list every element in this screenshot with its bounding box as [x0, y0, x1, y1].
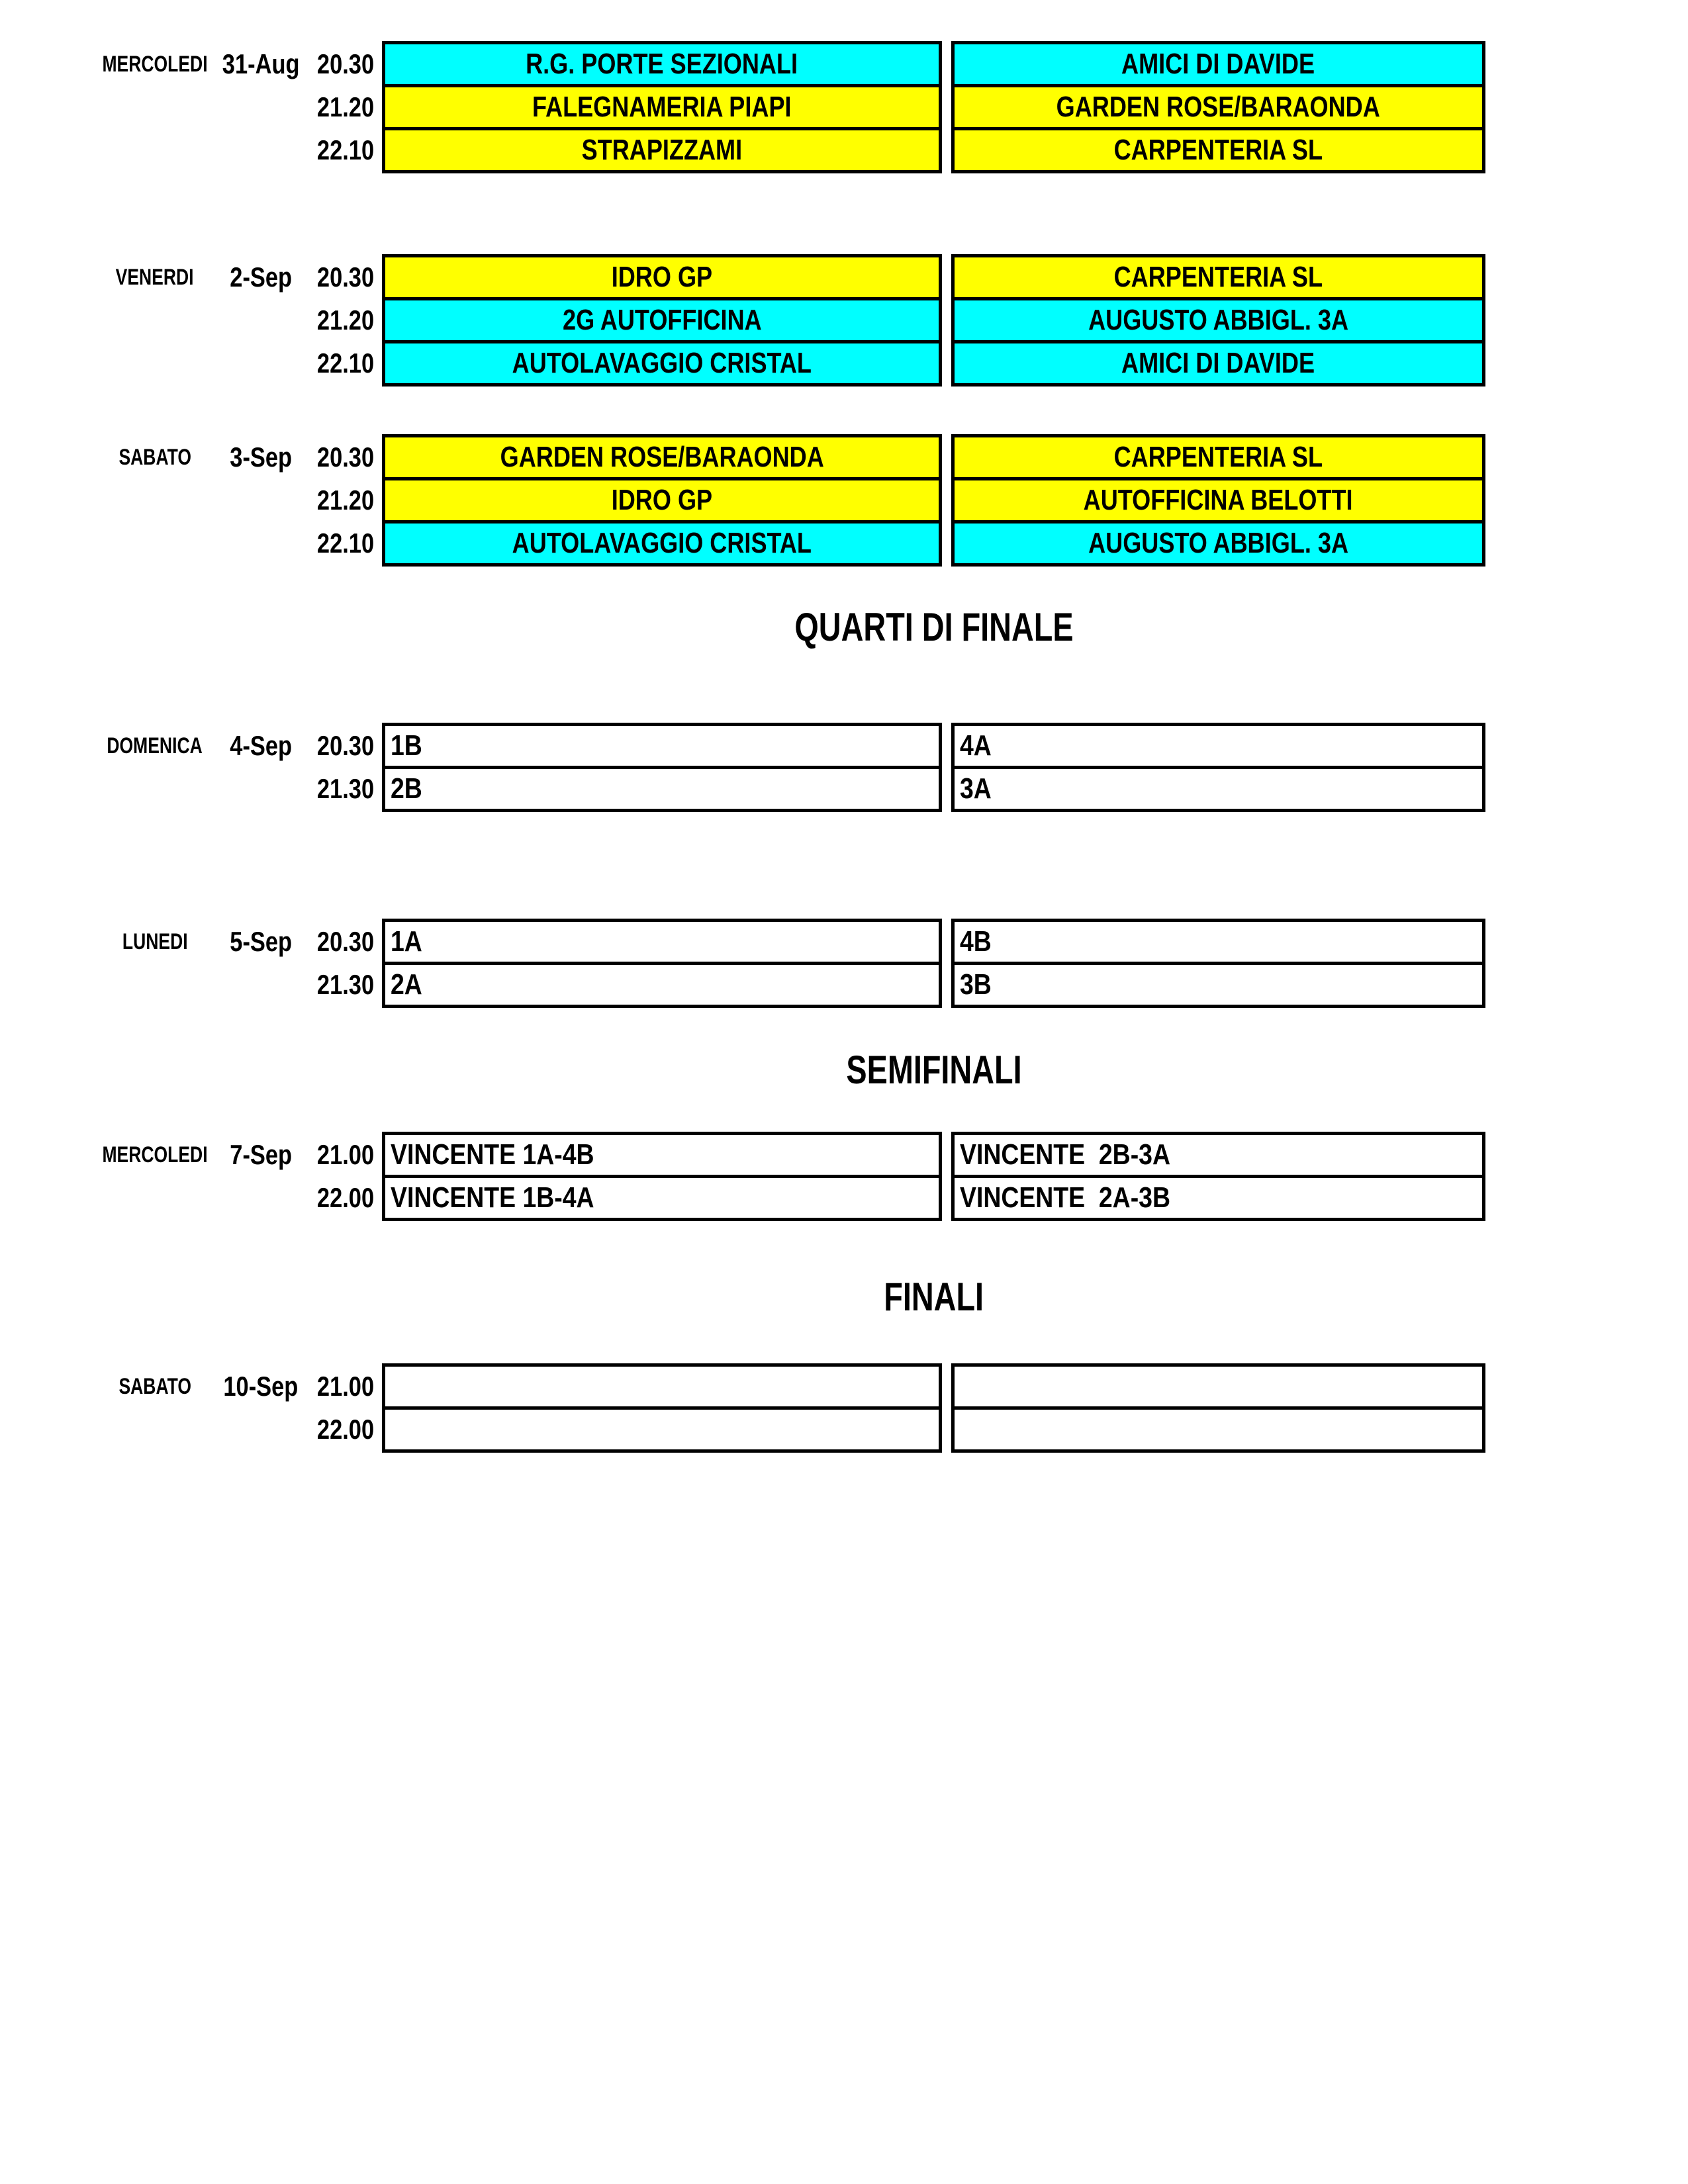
match-cell-away: 4B — [951, 919, 1485, 965]
date-label: 4-Sep — [230, 730, 292, 761]
match-row — [0, 962, 1688, 1008]
match-row — [0, 41, 1688, 87]
match-cell-home: FALEGNAMERIA PIAPI — [382, 84, 942, 130]
match-row — [0, 340, 1688, 387]
match-row — [0, 1363, 1688, 1410]
match-cell-away: CARPENTERIA SL — [951, 254, 1485, 300]
day-label: LUNEDI — [122, 929, 188, 954]
match-cell-home: IDRO GP — [382, 254, 942, 300]
match-row — [0, 723, 1688, 769]
date-label: 7-Sep — [230, 1139, 292, 1170]
heading-semifinals: SEMIFINALI — [845, 1047, 1022, 1092]
time-label: 20.30 — [316, 730, 374, 761]
time-label: 22.00 — [316, 1182, 374, 1213]
match-cell-away: 3B — [951, 962, 1485, 1008]
match-row — [0, 477, 1688, 523]
section-semifinals-7sep — [0, 1132, 1688, 1221]
match-cell-home: R.G. PORTE SEZIONALI — [382, 41, 942, 87]
time-label: 21.00 — [316, 1139, 374, 1170]
match-cell-away: AMICI DI DAVIDE — [951, 340, 1485, 387]
section-matchday-3sep — [0, 434, 1688, 567]
time-label: 21.00 — [316, 1371, 374, 1402]
date-label: 3-Sep — [230, 441, 292, 473]
match-cell-away: VINCENTE 2A-3B — [951, 1175, 1485, 1221]
time-label: 21.20 — [316, 484, 374, 516]
match-cell-home: AUTOLAVAGGIO CRISTAL — [382, 340, 942, 387]
match-cell-away — [951, 1363, 1485, 1410]
section-matchday-2sep — [0, 254, 1688, 387]
match-cell-away: 3A — [951, 766, 1485, 812]
time-label: 21.30 — [316, 969, 374, 1000]
time-label: 22.10 — [316, 347, 374, 379]
time-label: 22.00 — [316, 1414, 374, 1445]
heading-finals: FINALI — [884, 1274, 984, 1319]
match-row — [0, 919, 1688, 965]
match-cell-away: AUTOFFICINA BELOTTI — [951, 477, 1485, 523]
day-label: SABATO — [118, 444, 191, 470]
time-label: 20.30 — [316, 261, 374, 293]
match-row — [0, 520, 1688, 567]
match-cell-away: GARDEN ROSE/BARAONDA — [951, 84, 1485, 130]
match-cell-home: 2B — [382, 766, 942, 812]
section-matchday-31aug — [0, 41, 1688, 173]
match-cell-home: STRAPIZZAMI — [382, 127, 942, 173]
match-row — [0, 1132, 1688, 1178]
match-cell-home: VINCENTE 1A-4B — [382, 1132, 942, 1178]
match-cell-home: VINCENTE 1B-4A — [382, 1175, 942, 1221]
day-label: MERCOLEDI — [102, 1142, 208, 1167]
time-label: 21.20 — [316, 304, 374, 336]
match-cell-away: 4A — [951, 723, 1485, 769]
match-row — [0, 254, 1688, 300]
match-cell-away: AMICI DI DAVIDE — [951, 41, 1485, 87]
day-label: VENERDI — [116, 264, 194, 290]
match-row — [0, 434, 1688, 480]
match-cell-home: 2G AUTOFFICINA — [382, 297, 942, 343]
match-cell-home: GARDEN ROSE/BARAONDA — [382, 434, 942, 480]
match-cell-away: AUGUSTO ABBIGL. 3A — [951, 297, 1485, 343]
time-label: 20.30 — [316, 48, 374, 79]
date-label: 2-Sep — [230, 261, 292, 293]
match-row — [0, 1175, 1688, 1221]
match-cell-home — [382, 1363, 942, 1410]
section-quarterfinals-5sep — [0, 919, 1688, 1008]
match-row — [0, 766, 1688, 812]
match-row — [0, 127, 1688, 173]
section-quarterfinals-4sep — [0, 723, 1688, 812]
day-label: DOMENICA — [107, 733, 203, 758]
match-cell-away — [951, 1406, 1485, 1453]
match-row — [0, 84, 1688, 130]
section-finals-10sep — [0, 1363, 1688, 1453]
time-label: 22.10 — [316, 527, 374, 559]
match-cell-home: IDRO GP — [382, 477, 942, 523]
match-cell-home — [382, 1406, 942, 1453]
match-cell-away: CARPENTERIA SL — [951, 127, 1485, 173]
match-row — [0, 1406, 1688, 1453]
time-label: 21.30 — [316, 773, 374, 804]
day-label: SABATO — [118, 1373, 191, 1399]
match-cell-home: 2A — [382, 962, 942, 1008]
match-cell-home: 1B — [382, 723, 942, 769]
match-cell-away: CARPENTERIA SL — [951, 434, 1485, 480]
match-cell-away: VINCENTE 2B-3A — [951, 1132, 1485, 1178]
date-label: 31-Aug — [222, 48, 300, 79]
time-label: 20.30 — [316, 441, 374, 473]
time-label: 20.30 — [316, 926, 374, 957]
match-row — [0, 297, 1688, 343]
day-label: MERCOLEDI — [102, 51, 208, 77]
time-label: 21.20 — [316, 91, 374, 122]
heading-quarterfinals: QUARTI DI FINALE — [794, 604, 1074, 649]
date-label: 5-Sep — [230, 926, 292, 957]
date-label: 10-Sep — [223, 1371, 299, 1402]
time-label: 22.10 — [316, 134, 374, 165]
match-cell-home: AUTOLAVAGGIO CRISTAL — [382, 520, 942, 567]
match-cell-home: 1A — [382, 919, 942, 965]
match-cell-away: AUGUSTO ABBIGL. 3A — [951, 520, 1485, 567]
